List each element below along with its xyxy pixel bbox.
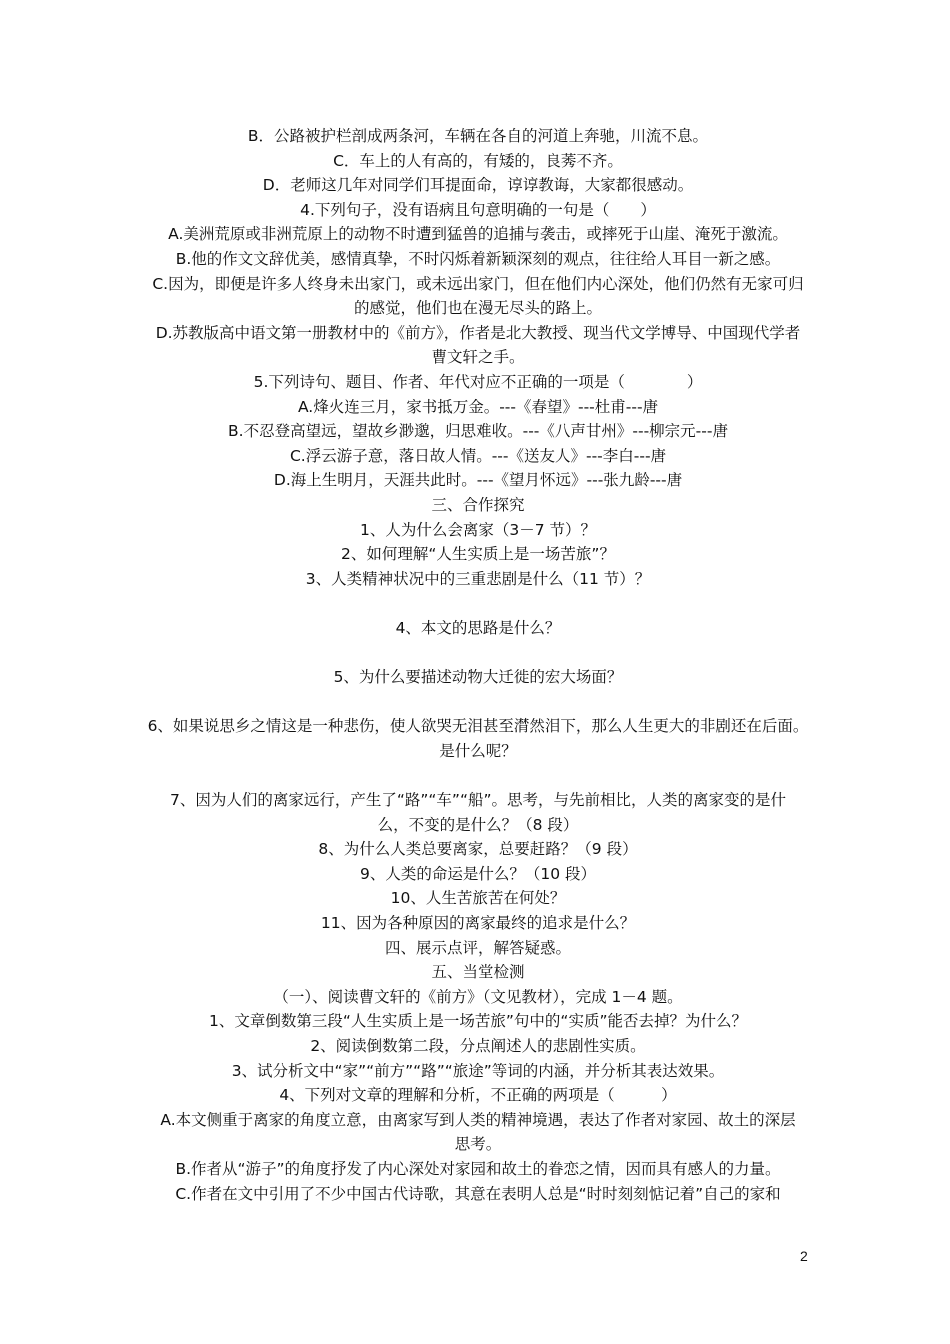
text-line: A.烽火连三月，家书抵万金。---《春望》---杜甫---唐 [297,397,659,416]
text-line: 5.下列诗句、题目、作者、年代对应不正确的一项是（ ） [253,372,703,391]
blank-line [133,763,823,788]
text-line: 是什么呢？ [439,741,517,760]
text-line: 1、人为什么会离家（3－7 节）？ [359,520,596,539]
text-line: 五、当堂检测 [431,963,525,982]
page-number: 2 [800,1248,808,1264]
text-line: A.美洲荒原或非洲荒原上的动物不时遭到猛兽的追捕与袭击，或摔死于山崖、淹死于激流。 [168,225,788,244]
text-line: D.苏教版高中语文第一册教材中的《前方》，作者是北大教授、现当代文学博导、中国现代学者 [155,323,801,342]
text-line: 1、文章倒数第三段“人生实质上是一场苦旅”句中的“实质”能否去掉？为什么？ [209,1012,747,1031]
blank-line [133,591,823,616]
text-line: C.作者在文中引用了不少中国古代诗歌，其意在表明人总是“时时刻刻惦记着”自己的家和 [175,1184,781,1203]
blank-line [133,690,823,715]
text-line: 4、下列对文章的理解和分析，不正确的两项是（ ） [279,1086,677,1105]
text-line: 思考。 [454,1135,502,1154]
text-line: 四、展示点评，解答疑惑。 [384,938,571,957]
text-line: 的感觉，他们也在漫无尽头的路上。 [353,299,602,318]
text-line: 么，不变的是什么？（8 段） [377,815,579,834]
text-line: 4.下列句子，没有语病且句意明确的一句是（ ） [300,200,656,219]
text-line: 5、为什么要描述动物大迁徙的宏大场面？ [333,668,623,687]
text-line: B.他的作文文辞优美，感情真挚，不时闪烁着新颖深刻的观点，往往给人耳目一新之感。 [175,249,781,268]
text-line: D．老师这几年对同学们耳提面命，谆谆教诲，大家都很感动。 [262,176,694,195]
document-body [133,124,823,1206]
text-line: 11、因为各种原因的离家最终的追求是什么？ [320,914,636,932]
text-line: B．公路被护栏剖成两条河，车辆在各自的河道上奔驰，川流不息。 [247,127,709,145]
text-line: 曹文轩之手。 [431,348,525,367]
text-line: 7、因为人们的离家远行，产生了“路”“车”“船”。思考，与先前相比，人类的离家变的是什 [169,791,787,810]
text-line: 9、人类的命运是什么？（10 段） [359,864,596,883]
text-line: 10、人生苦旅苦在何处？ [390,889,566,908]
text-line: 三、合作探究 [431,495,525,514]
text-line: C．车上的人有高的，有矮的，良莠不齐。 [333,151,623,170]
text-line: B.不忍登高望远，望故乡渺邈，归思难收。---《八声甘州》---柳宗元---唐 [228,422,728,441]
text-line: C.因为，即便是许多人终身未出家门，或未远出家门，但在他们内心深处，他们仍然有无家可归 [152,274,804,293]
text-line: B.作者从“游子”的角度抒发了内心深处对家园和故土的眷恋之情，因而具有感人的力量。 [175,1159,781,1178]
text-line: 6、如果说思乡之情这是一种悲伤，使人欲哭无泪甚至潸然泪下，那么人生更大的非剧还在后面。 [147,717,809,736]
text-line: 8、为什么人类总要离家，总要赶路？（9 段） [318,840,638,859]
text-line: 4、本文的思路是什么？ [395,618,561,637]
blank-line [133,640,823,665]
text-line: C.浮云游子意，落日故人情。---《送友人》---李白---唐 [289,446,667,465]
text-line: 2、阅读倒数第二段，分点阐述人的悲剧性实质。 [310,1036,646,1055]
text-line: 3、人类精神状况中的三重悲剧是什么（11 节）？ [305,569,651,588]
text-line: 2、如何理解“人生实质上是一场苦旅”？ [341,545,615,564]
text-line: 3、试分析文中“家”“前方”“路”“旅途”等词的内涵，并分析其表达效果。 [231,1061,725,1080]
text-line: D.海上生明月，天涯共此时。---《望月怀远》---张九龄---唐 [273,471,683,490]
text-line: A.本文侧重于离家的角度立意，由离家写到人类的精神境遇，表达了作者对家园、故土的深层 [160,1110,796,1129]
text-line: （一）、阅读曹文轩的《前方》（文见教材），完成 1－4 题。 [273,987,683,1006]
